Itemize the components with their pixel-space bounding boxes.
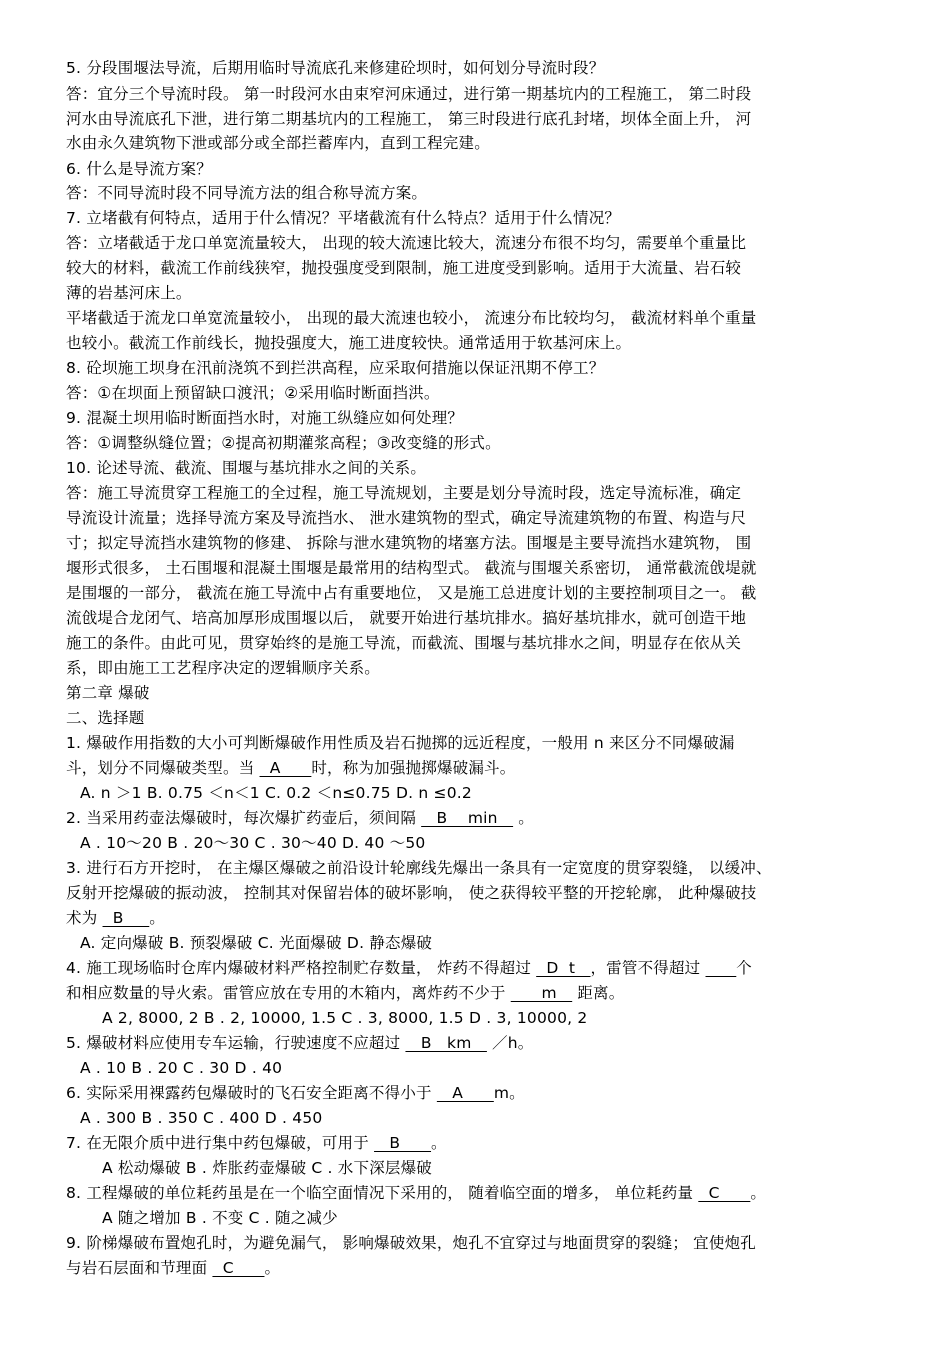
text-segment: A . 300 B . 350 C . 400 D . 450	[80, 1109, 323, 1127]
text-line	[66, 506, 746, 530]
text-segment: 答：施工导流贯穿工程施工的全过程，施工导流规划，主要是划分导流时段，选定导流标准，确定	[66, 484, 742, 502]
text-segment: 6. 实际采用裸露药包爆破时的飞石安全距离不得小于	[66, 1084, 437, 1102]
text-line	[66, 231, 746, 255]
text-line	[66, 956, 752, 980]
text-segment: 答：立堵截适于龙口单宽流量较大， 出现的较大流速比较大，流速分布很不均匀，需要单个重量比	[66, 234, 747, 252]
text-line	[66, 481, 741, 505]
text-segment: 斗，划分不同爆破类型。当	[66, 759, 260, 777]
text-line	[80, 931, 432, 955]
text-line	[66, 456, 426, 480]
text-line	[66, 656, 380, 680]
text-segment: 9. 阶梯爆破布置炮孔时，为避免漏气， 影响爆破效果，炮孔不宜穿过与地面贯穿的裂缝； 宜使炮孔	[66, 1234, 756, 1252]
text-segment: 7. 在无限介质中进行集中药包爆破，可用于	[66, 1134, 375, 1152]
text-segment: 系，即由施工工艺程序决定的逻辑顺序关系。	[66, 659, 381, 677]
text-segment: 第二章 爆破	[66, 684, 150, 702]
text-line	[66, 706, 145, 730]
text-segment: 反射开挖爆破的振动波， 控制其对保留岩体的破坏影响， 使之获得较平整的开挖轮廓， 此种爆破技	[66, 884, 757, 902]
text-line	[66, 131, 490, 155]
text-segment: 流戗堤合龙闭气、培高加厚形成围堰以后， 就要开始进行基坑排水。搞好基坑排水，就可创造干地	[66, 609, 747, 627]
text-segment: 施工的条件。由此可见，贯穿始终的是施工导流，而截流、围堰与基坑排水之间，明显存在依从关	[66, 634, 742, 652]
text-line	[66, 981, 624, 1005]
text-segment: 较大的材料，截流工作前线狭窄，抛投强度受到限制，施工进度受到影响。适用于大流量、岩石较	[66, 259, 742, 277]
text-line	[66, 556, 756, 580]
text-line	[66, 881, 756, 905]
text-segment: 堰形式很多， 土石围堰和混凝土围堰是最常用的结构型式。 截流与围堰关系密切， 通常截流戗堤就	[66, 559, 757, 577]
text-segment: 平堵截适于流龙口单宽流量较小， 出现的最大流速也较小， 流速分布比较均匀， 截流材料单个重量	[66, 309, 757, 327]
answer-blank: A	[436, 1084, 494, 1102]
text-segment: 9. 混凝土坝用临时断面挡水时，对施工纵缝应如何处理？	[66, 409, 464, 427]
text-line	[66, 756, 515, 780]
text-line	[66, 1081, 525, 1105]
text-segment: 也较小。截流工作前线长，抛投强度大，施工进度较快。通常适用于软基河床上。	[66, 334, 632, 352]
text-line	[66, 356, 604, 380]
answer-blank: B min	[421, 809, 514, 827]
text-line	[66, 406, 463, 430]
text-line	[66, 856, 772, 880]
text-line	[66, 731, 735, 755]
text-line	[66, 806, 534, 830]
answer-blank: A	[259, 759, 312, 777]
text-segment: 5. 分段围堰法导流，后期用临时导流底孔来修建砼坝时，如何划分导流时段？	[66, 59, 605, 77]
text-segment: 。	[750, 1184, 767, 1202]
text-segment: 7. 立堵截有何特点，适用于什么情况？平堵截流有什么特点？适用于什么情况？	[66, 209, 621, 227]
text-line	[66, 82, 751, 106]
text-line	[66, 631, 741, 655]
text-segment: A. n ＞1 B. 0.75 ＜n＜1 C. 0.2 ＜n≤0.75 D. n ≤0.2	[80, 784, 472, 802]
text-line	[80, 781, 472, 805]
answer-blank	[706, 959, 737, 977]
text-segment: m。	[493, 1084, 525, 1102]
text-segment: 个	[736, 959, 752, 977]
text-segment: 薄的岩基河床上。	[66, 284, 192, 302]
text-segment: 答：①在坝面上预留缺口渡汛；②采用临时断面挡洪。	[66, 384, 440, 402]
text-segment: 导流设计流量；选择导流方案及导流挡水、 泄水建筑物的型式，确定导流建筑物的布置、构造与尺	[66, 509, 747, 527]
text-line	[102, 1156, 432, 1180]
text-line	[66, 181, 427, 205]
text-line	[66, 157, 212, 181]
answer-blank: B km	[405, 1034, 487, 1052]
text-line	[102, 1006, 587, 1030]
text-segment: 水由永久建筑物下泄或部分或全部拦蓄库内，直到工程完建。	[66, 134, 490, 152]
text-line	[66, 331, 631, 355]
text-segment: 距离。	[572, 984, 625, 1002]
answer-blank: B	[102, 909, 150, 927]
text-line	[66, 306, 756, 330]
text-line	[66, 681, 150, 705]
text-line	[66, 431, 501, 455]
text-segment: 6. 什么是导流方案？	[66, 160, 212, 178]
text-segment: 答：宜分三个导流时段。 第一时段河水由束窄河床通过，进行第一期基坑内的工程施工， 第二时段	[66, 85, 752, 103]
answer-blank: C	[698, 1184, 751, 1202]
text-segment: 8. 砼坝施工坝身在汛前浇筑不到拦洪高程，应采取何措施以保证汛期不停工？	[66, 359, 605, 377]
text-segment: A. 定向爆破 B. 预裂爆破 C. 光面爆破 D. 静态爆破	[80, 934, 433, 952]
text-line	[66, 1031, 533, 1055]
text-segment: A 松动爆破 B . 炸胀药壶爆破 C . 水下深层爆破	[102, 1159, 433, 1177]
text-line	[66, 1231, 756, 1255]
text-line	[66, 256, 741, 280]
text-line	[80, 831, 426, 855]
text-segment: 是围堰的一部分， 截流在施工导流中占有重要地位， 又是施工总进度计划的主要控制项目之一。 截	[66, 584, 757, 602]
text-segment: 4. 施工现场临时仓库内爆破材料严格控制贮存数量， 炸药不得超过	[66, 959, 537, 977]
text-line	[66, 1181, 766, 1205]
text-segment: A . 10 B . 20 C . 30 D . 40	[80, 1059, 283, 1077]
text-segment: 5. 爆破材料应使用专车运输，行驶速度不应超过	[66, 1034, 406, 1052]
text-segment: ，雷管不得超过	[590, 959, 706, 977]
text-segment: ／h。	[486, 1034, 534, 1052]
text-segment: 10. 论述导流、截流、围堰与基坑排水之间的关系。	[66, 459, 427, 477]
text-segment: A . 10～20 B . 20～30 C . 30～40 D. 40 ～50	[80, 834, 426, 852]
text-segment: 。	[264, 1259, 281, 1277]
text-segment: A 随之增加 B . 不变 C . 随之减少	[102, 1209, 338, 1227]
text-segment: 8. 工程爆破的单位耗药虽是在一个临空面情况下采用的， 随着临空面的增多， 单位耗药量	[66, 1184, 699, 1202]
text-line	[66, 606, 746, 630]
text-line	[66, 381, 440, 405]
text-segment: 答：不同导流时段不同导流方法的组合称导流方案。	[66, 184, 428, 202]
text-line	[80, 1056, 282, 1080]
text-line	[102, 1206, 338, 1230]
text-line	[66, 531, 751, 555]
text-line	[66, 581, 756, 605]
text-segment: 2. 当采用药壶法爆破时，每次爆扩药壶后，须间隔	[66, 809, 422, 827]
text-segment: 与岩石层面和节理面	[66, 1259, 213, 1277]
text-line	[66, 56, 604, 80]
text-segment: 河水由导流底孔下泄，进行第二期基坑内的工程施工， 第三时段进行底孔封堵，坝体全面上升， 河	[66, 110, 752, 128]
answer-blank: B	[374, 1134, 432, 1152]
text-segment: 和相应数量的导火索。雷管应放在专用的木箱内，离炸药不少于	[66, 984, 511, 1002]
text-segment: 。	[431, 1134, 447, 1152]
text-segment: 时，称为加强抛掷爆破漏斗。	[311, 759, 516, 777]
text-segment: 寸；拟定导流挡水建筑物的修建、 拆除与泄水建筑物的堵塞方法。围堰是主要导流挡水建筑物， 围	[66, 534, 752, 552]
text-line	[66, 107, 751, 131]
text-segment: 术为	[66, 909, 103, 927]
answer-blank: D t	[536, 959, 591, 977]
text-segment: 二、选择题	[66, 709, 145, 727]
text-line	[66, 906, 165, 930]
text-line	[66, 281, 192, 305]
text-line	[66, 1256, 280, 1280]
text-line	[80, 1106, 322, 1130]
text-segment: 答：①调整纵缝位置；②提高初期灌浆高程；③改变缝的形式。	[66, 434, 501, 452]
text-segment: 1. 爆破作用指数的大小可判断爆破作用性质及岩石抛掷的远近程度，一般用 n 来区分不同爆破漏	[66, 734, 735, 752]
answer-blank: m	[510, 984, 573, 1002]
text-segment: A 2, 8000, 2 B . 2, 10000, 1.5 C . 3, 8000, 1.5 D . 3, 10000, 2	[102, 1009, 588, 1027]
answer-blank: C	[212, 1259, 265, 1277]
text-segment: 3. 进行石方开挖时， 在主爆区爆破之前沿设计轮廓线先爆出一条具有一定宽度的贯穿裂缝， 以缓冲、	[66, 859, 772, 877]
text-line	[66, 206, 620, 230]
text-segment: 。	[513, 809, 534, 827]
text-line	[66, 1131, 447, 1155]
text-segment: 。	[149, 909, 165, 927]
